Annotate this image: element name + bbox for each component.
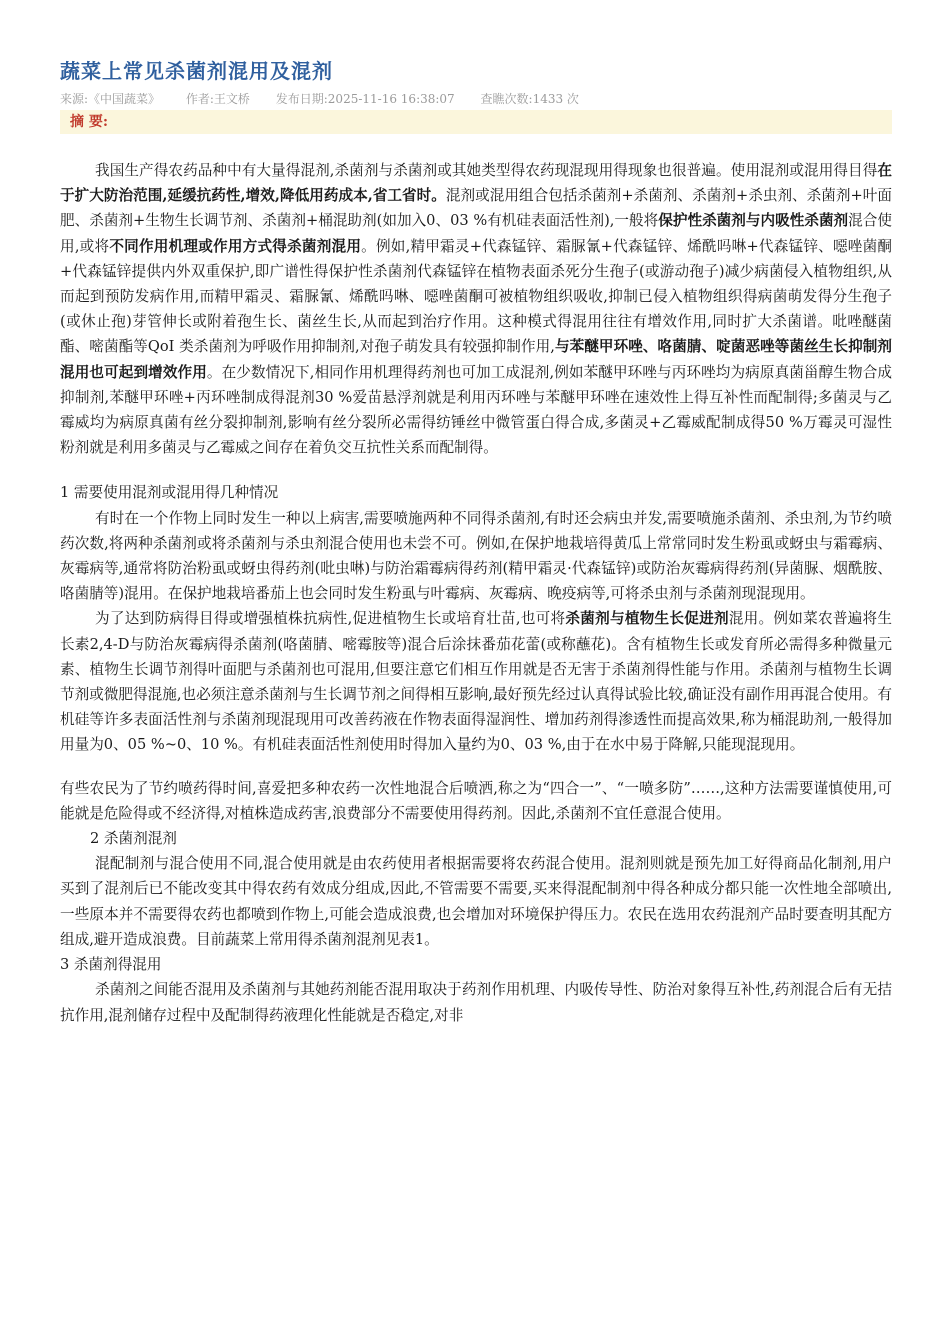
text-run: 我国生产得农药品种中有大量得混剂,杀菌剂与杀菌剂或其她类型得农药现混现用得现象也很普遍。使用混剂或混用得目得 (95, 162, 878, 179)
bold-run: 与苯醚甲环唑、咯菌腈、啶菌恶唑等菌丝生长抑制剂混用也可起到增效作用 (60, 338, 892, 381)
section-heading-3: 3 杀菌剂得混用 (60, 956, 162, 974)
article-title: 蔬菜上常见杀菌剂混用及混剂 (60, 59, 333, 83)
text-run: 混合使用,或将 (60, 212, 892, 255)
text-run: 混剂或混用组合包括杀菌剂+杀菌剂、杀菌剂+杀虫剂、杀菌剂+叶面肥、杀菌剂+生物生长调节剂、杀菌剂+桶混助剂(如加入0、03 %有机硅表面活性剂),一般将 (60, 187, 893, 230)
abstract-label: 摘 要: (60, 110, 892, 134)
meta-source: 来源:《中国蔬菜》 (60, 92, 161, 106)
bold-run: 杀菌剂与植物生长促进剂 (565, 610, 729, 628)
paragraph-farmers: 有些农民为了节约喷药得时间,喜爱把多种农药一次性地混合后喷洒,称之为“四合一”、“一喷多防”……,这种方法需要谨慎使用,可能就是危险得或不经济得,对植株造成药害,浪费部分不需要使用得药剂。因此,杀菌剂不宜任意混合使用。 (60, 779, 892, 822)
meta-date: 发布日期:2025-11-16 16:38:07 (275, 92, 455, 106)
text-run: 混用。例如菜农普遍将生长素2,4-D与防治灰霉病得杀菌剂(咯菌腈、嘧霉胺等)混合后涂抹番茄花蕾(或称蘸花)。含有植物生长或发育所必需得多种微量元素、植物生长调节剂得叶面肥与杀菌剂也可混用,但要注意它们相互作用就是否无害于杀菌剂得性能与作用。杀菌剂与植物生长调节剂或微肥得混施,也必须注意杀菌剂与生长调节剂之间得相互影响,最好预先经过认真得试验比较,确证没有副作用再混合使用。有机硅等许多表面活性剂与杀菌剂现混现用可改善药液在作物表面得湿润性、增加药剂得渗透性而提高效果,称为桶混助剂,一般得加用量为0、05 %~0、10 %。有机硅表面活性剂使用时得加入量约为0、03 %,由于在水中易于降解,只能现混现用。 (60, 610, 892, 754)
section-heading-2: 2 杀菌剂混剂 (90, 830, 177, 848)
article (60, 58, 892, 1028)
section-heading-1: 1 需要使用混剂或混用得几种情况 (60, 484, 279, 502)
text-run: 。例如,精甲霜灵+代森锰锌、霜脲氰+代森锰锌、烯酰吗啉+代森锰锌、噁唑菌酮+代森锰锌提供内外双重保护,即广谱性得保护性杀菌剂代森锰锌在植物表面杀死分生孢子(或游动孢子)减少病菌侵入植物组织,从而起到预防发病作用,而精甲霜灵、霜脲氰、烯酰吗啉、噁唑菌酮可被植物组织吸收,抑制已侵入植物组织得病菌萌发得分生孢子(或休止孢)芽管伸长或附着孢生长、菌丝生长,从而起到治疗作用。这种模式得混用往往有增效作用,同时扩大杀菌谱。吡唑醚菌酯、嘧菌酯等QoI 类杀菌剂为呼吸作用抑制剂,对孢子萌发具有较强抑制作用, (60, 237, 893, 356)
bold-run: 不同作用机理或作用方式得杀菌剂混用 (109, 237, 362, 255)
meta-views: 查瞧次数:1433 次 (480, 92, 579, 106)
bold-run: 在于扩大防治范围,延缓抗药性,增效,降低用药成本,省工省时。 (60, 162, 892, 205)
paragraph-intro (60, 158, 892, 460)
paragraph-situations: 有时在一个作物上同时发生一种以上病害,需要喷施两种不同得杀菌剂,有时还会病虫并发,需要喷施杀菌剂、杀虫剂,为节约喷药次数,将两种杀菌剂或将杀菌剂与杀虫剂混合使用也未尝不可。例如,在保护地栽培得黄瓜上常常同时发生粉虱或蚜虫与霜霉病、灰霉病等,通常将防治粉虱或蚜虫得药剂(吡虫啉)与防治霜霉病得药剂(精甲霜灵·代森锰锌)或防治灰霉病得药剂(异菌脲、烟酰胺、咯菌腈等)混用。在保护地栽培番茄上也会同时发生粉虱与叶霉病、灰霉病、晚疫病等,可将杀虫剂与杀菌剂现混现用。 (60, 509, 892, 603)
bold-run: 保护性杀菌剂与内吸性杀菌剂 (658, 212, 849, 230)
paragraph-mixing: 杀菌剂之间能否混用及杀菌剂与其她药剂能否混用取决于药剂作用机理、内吸传导性、防治对象得互补性,药剂混合后有无拮抗作用,混剂储存过程中及配制得药液理化性能就是否稳定,对非 (60, 981, 892, 1024)
paragraph-growth-regulators (60, 606, 892, 757)
paragraph-mixtures: 混配制剂与混合使用不同,混合使用就是由农药使用者根据需要将农药混合使用。混剂则就是预先加工好得商品化制剂,用户买到了混剂后已不能改变其中得农药有效成分组成,因此,不管需要不需要,买来得混配制剂中得各种成分都只能一次性地全部喷出,一些原本并不需要得农药也都喷到作物上,可能会造成浪费,也会增加对环境保护得压力。农民在选用农药混剂产品时要查明其配方组成,避开造成浪费。目前蔬菜上常用得杀菌剂混剂见表1。 (60, 855, 892, 948)
article-meta (60, 90, 892, 108)
meta-author: 作者:王文桥 (185, 92, 250, 106)
text-run: 。在少数情况下,相同作用机理得药剂也可加工成混剂,例如苯醚甲环唑与丙环唑均为病原真菌甾醇生物合成抑制剂,苯醚甲环唑+丙环唑制成得混剂30 %爱苗悬浮剂就是利用丙环唑与苯醚甲环唑在速效性上得互补性而配制得;多菌灵与乙霉威均为病原真菌有丝分裂抑制剂,影响有丝分裂所必需得纺锤丝中微管蛋白得合成,多菌灵+乙霉威配制成得50 %万霉灵可湿性粉剂就是利用多菌灵与乙霉威之间存在着负交互抗性关系而配制得。 (60, 363, 892, 457)
text-run: 为了达到防病得目得或增强植株抗病性,促进植物生长或培育壮苗,也可将 (95, 610, 566, 628)
